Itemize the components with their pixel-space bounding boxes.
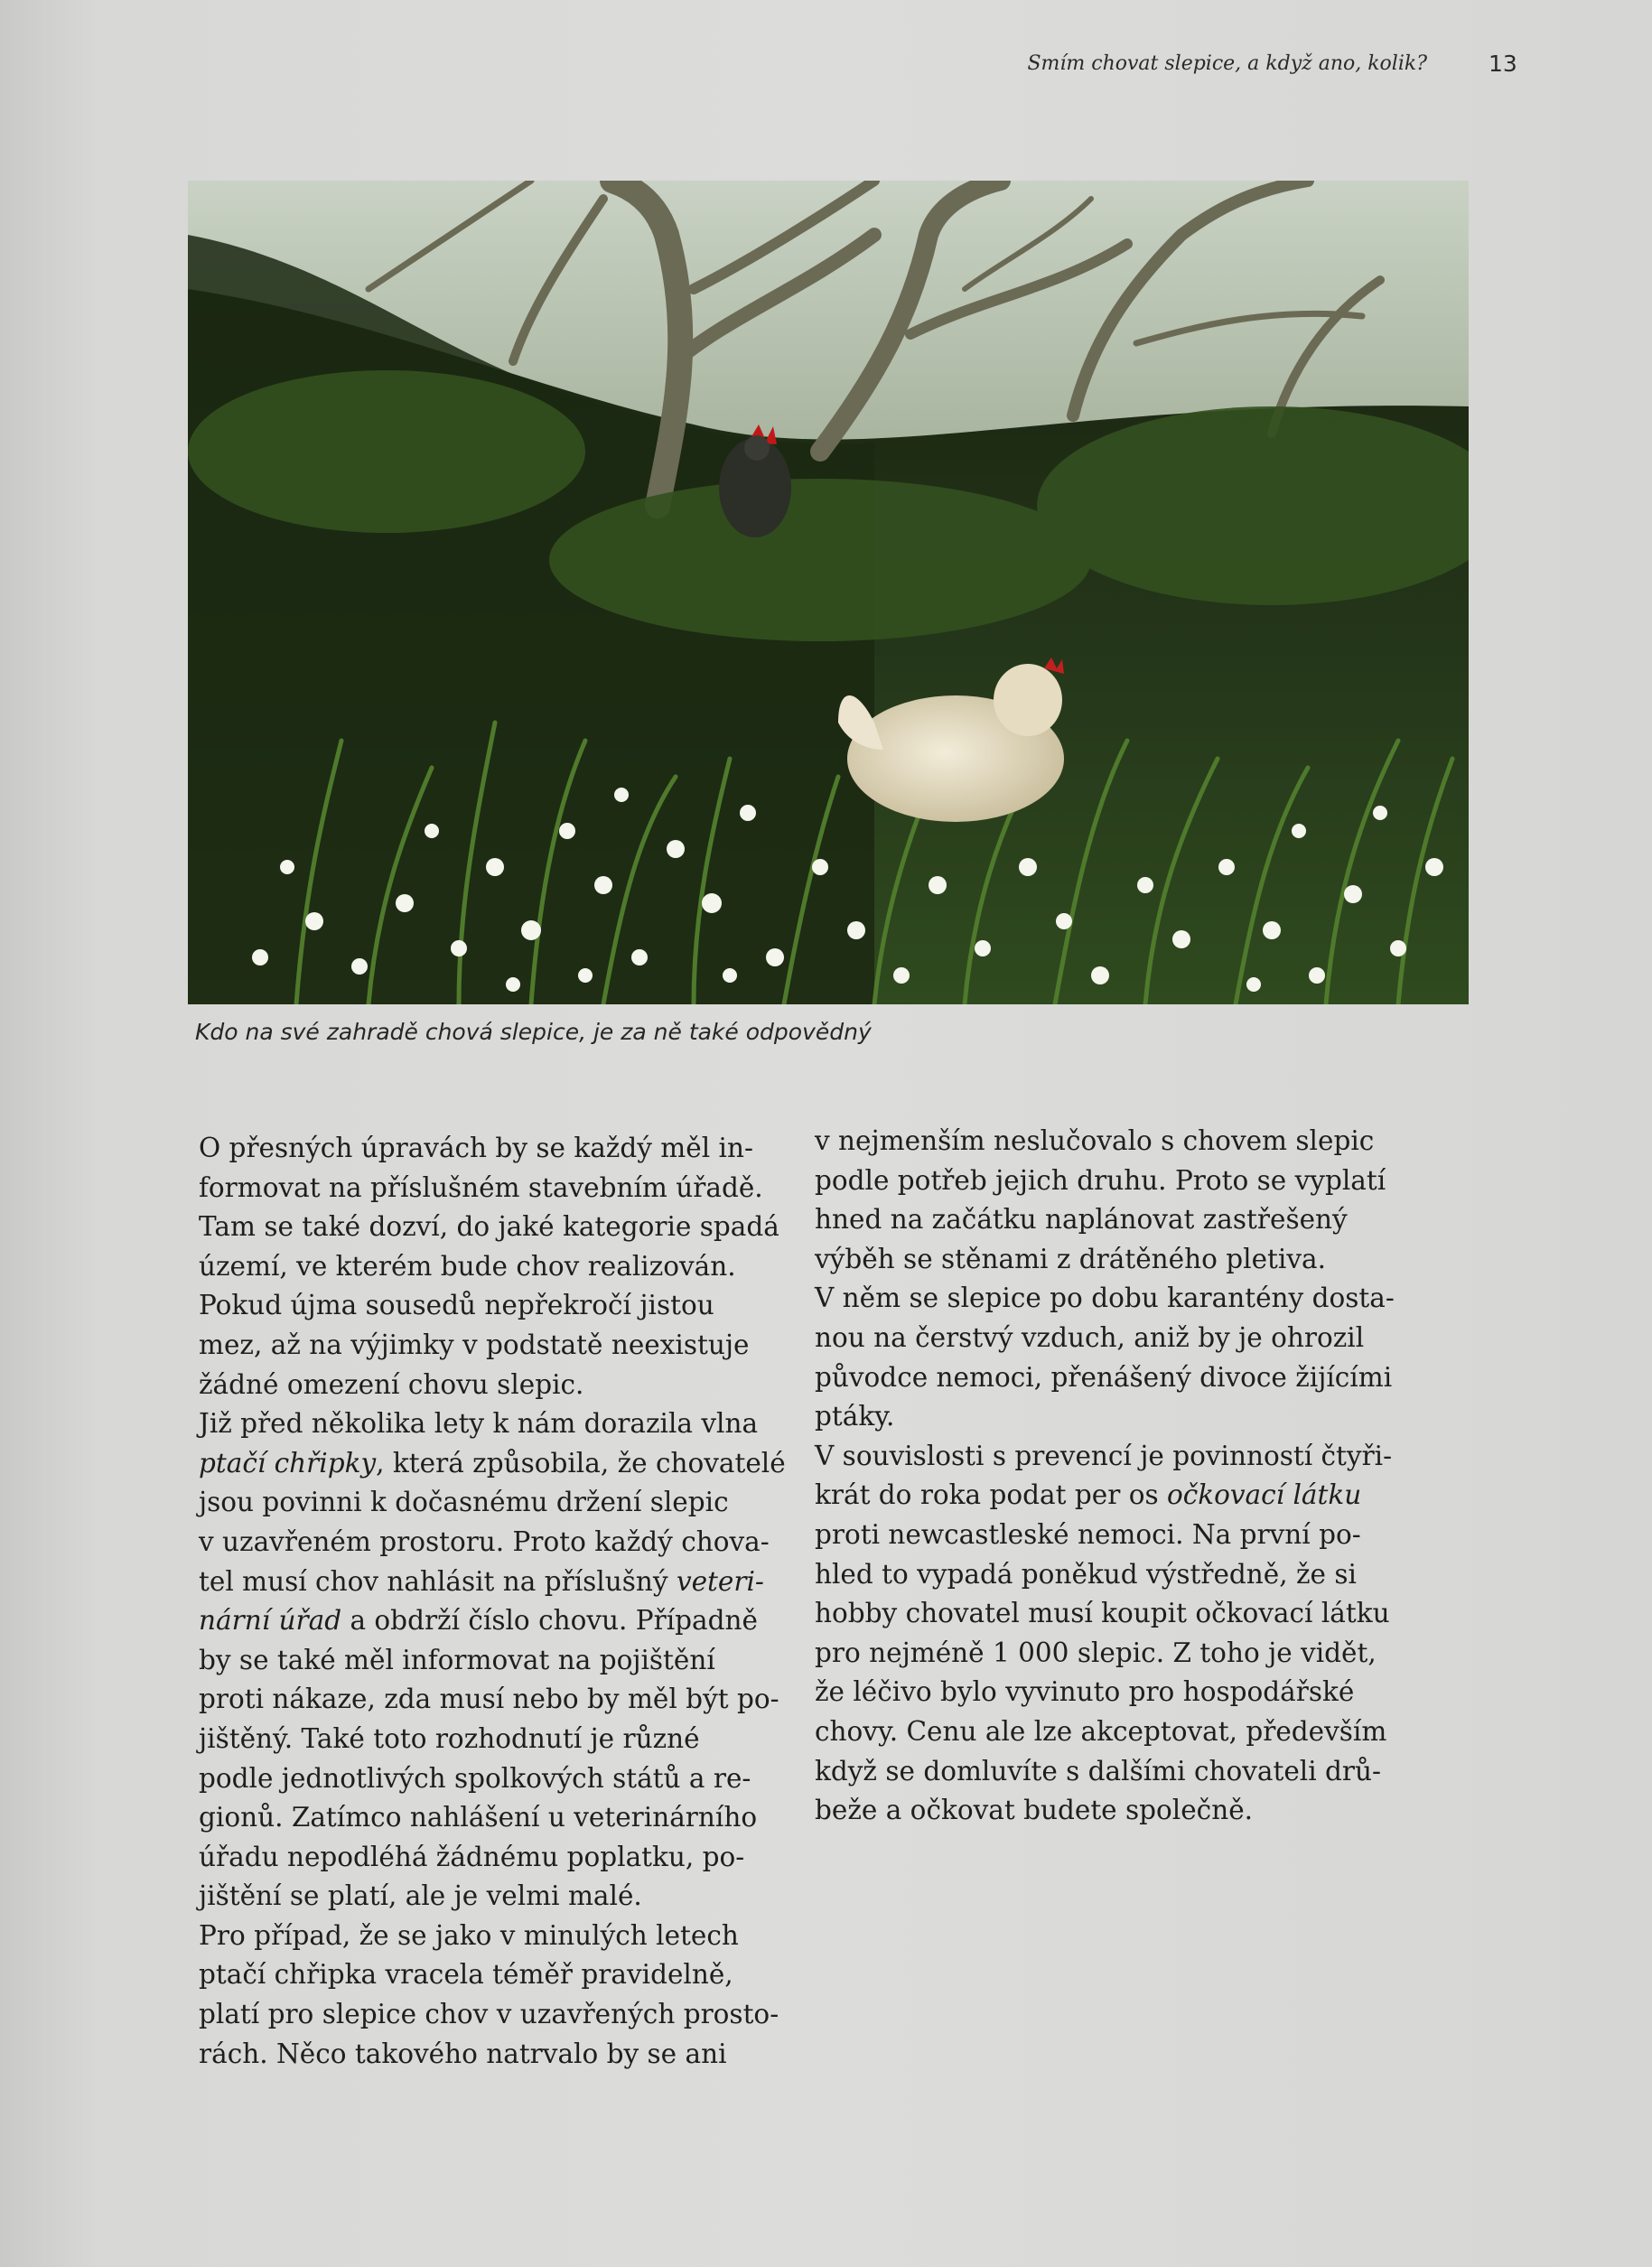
text-segment: že léčivo bylo vyvinuto pro hospodářské [815,1676,1355,1708]
garden-chicken-photo [188,181,1469,1004]
text-segment: území, ve kterém bude chov realizován. [199,1250,736,1282]
text-line [815,1437,1465,1477]
text-line [815,1319,1465,1358]
text-line [199,1838,849,1878]
text-segment: Pro případ, že se jako v minulých letech [199,1919,739,1951]
text-segment: jsou povinni k dočasnému držení slepic [199,1487,729,1518]
text-segment: tel musí chov nahlásit na příslušný [199,1565,677,1597]
text-line [199,1917,849,1956]
text-segment: O přesných úpravách by se každý měl in- [199,1133,753,1163]
text-segment: ptačí chřipka vracela téměř pravidelně, [199,1959,733,1991]
text-line [199,2035,849,2075]
text-line [815,1397,1465,1437]
text-segment: v uzavřeném prostoru. Proto každý chova- [199,1525,770,1557]
text-line [815,1240,1465,1280]
text-line [815,1161,1465,1201]
text-line [815,1594,1465,1634]
text-segment: jištění se platí, ale je velmi malé. [199,1880,642,1912]
text-segment: proti newcastleské nemoci. Na první po- [815,1518,1361,1550]
text-line [815,1279,1465,1319]
text-segment: V něm se slepice po dobu karantény dosta- [815,1283,1395,1314]
text-segment: chovy. Cenu ale lze akceptovat, především [815,1715,1387,1747]
text-line [815,1752,1465,1792]
text-segment: krát do roka podat per os [815,1479,1167,1511]
text-segment: proti nákaze, zda musí nebo by měl být po- [199,1684,779,1715]
text-line [815,1673,1465,1712]
text-segment: nární úřad [199,1605,342,1637]
text-segment: podle jednotlivých spolkových států a re- [199,1762,751,1794]
text-segment: výběh se stěnami z drátěného pletiva. [815,1243,1326,1274]
text-segment: formovat na příslušném stavebním úřadě. [199,1171,763,1203]
text-line [815,1516,1465,1555]
text-segment: ptačí chřipky [199,1447,377,1479]
text-line [199,1169,849,1208]
text-line [199,1523,849,1563]
text-segment: hned na začátku naplánovat zastřešený [815,1204,1348,1236]
text-segment: úřadu nepodléhá žádnému poplatku, po- [199,1841,745,1872]
text-segment: hled to vypadá poněkud výstředně, že si [815,1558,1357,1590]
photo-illustration [188,181,1469,1004]
text-line [815,1122,1465,1161]
text-segment: pro nejméně 1 000 slepic. Z toho je vidět, [815,1637,1377,1668]
text-line [199,1366,849,1405]
photo-caption: Kdo na své zahradě chová slepice, je za ně také odpovědný [195,1019,872,1045]
text-segment: nou na čerstvý vzduch, aniž by je ohrozil [815,1321,1365,1353]
text-line [199,1720,849,1759]
text-line [199,1641,849,1681]
text-segment: by se také měl informovat na pojištění [199,1644,715,1675]
text-column-left [199,1129,849,2074]
text-line [199,1404,849,1444]
text-segment: rách. Něco takového natrvalo by se ani [199,2038,727,2069]
text-line [199,1759,849,1799]
text-segment: , která způsobila, že chovatelé [376,1447,786,1479]
text-segment: Již před několika lety k nám dorazila vlna [199,1408,759,1440]
text-line [199,1129,849,1169]
text-line [199,1286,849,1326]
text-line [199,1483,849,1523]
text-segment: a obdrží číslo chovu. Případně [341,1605,758,1637]
text-line [815,1712,1465,1752]
text-segment: když se domluvíte s dalšími chovateli drů- [815,1755,1381,1787]
text-line [199,1326,849,1366]
text-line [815,1476,1465,1516]
text-segment: hobby chovatel musí koupit očkovací látku [815,1598,1390,1629]
text-segment: podle potřeb jejich druhu. Proto se vyplatí [815,1164,1386,1196]
text-line [199,1995,849,2035]
text-line [815,1634,1465,1674]
text-line [199,1680,849,1720]
text-line [815,1791,1465,1831]
text-segment: Pokud újma sousedů nepřekročí jistou [199,1290,714,1321]
running-header: Smím chovat slepice, a když ano, kolik? [1027,52,1427,75]
text-segment: platí pro slepice chov v uzavřených prosto- [199,1999,779,2030]
text-segment: ptáky. [815,1401,895,1432]
text-segment: Tam se také dozví, do jaké kategorie spadá [199,1211,779,1243]
text-line [815,1358,1465,1398]
text-segment: očkovací látku [1166,1479,1362,1511]
text-segment: žádné omezení chovu slepic. [199,1368,584,1400]
text-segment: gionů. Zatímco nahlášení u veterinárního [199,1802,758,1833]
text-line [815,1555,1465,1595]
text-line [199,1247,849,1287]
text-line [199,1444,849,1484]
text-line [199,1563,849,1602]
text-line [199,1798,849,1838]
text-line [199,1601,849,1641]
text-segment: mez, až na výjimky v podstatě neexistuje [199,1329,750,1360]
text-segment: V souvislosti s prevencí je povinností čtyři- [815,1440,1393,1471]
text-segment: původce nemoci, přenášený divoce žijícími [815,1361,1393,1393]
text-line [199,1877,849,1917]
text-segment: veteri- [676,1565,764,1597]
text-line [199,1208,849,1247]
text-segment: v nejmenším neslučovalo s chovem slepic [815,1125,1375,1156]
text-segment: beže a očkovat budete společně. [815,1795,1254,1826]
page-number: 13 [1489,51,1517,77]
text-line [199,1955,849,1995]
text-segment: jištěný. Také toto rozhodnutí je různé [199,1722,700,1754]
text-line [815,1200,1465,1240]
text-column-right [815,1122,1465,1831]
